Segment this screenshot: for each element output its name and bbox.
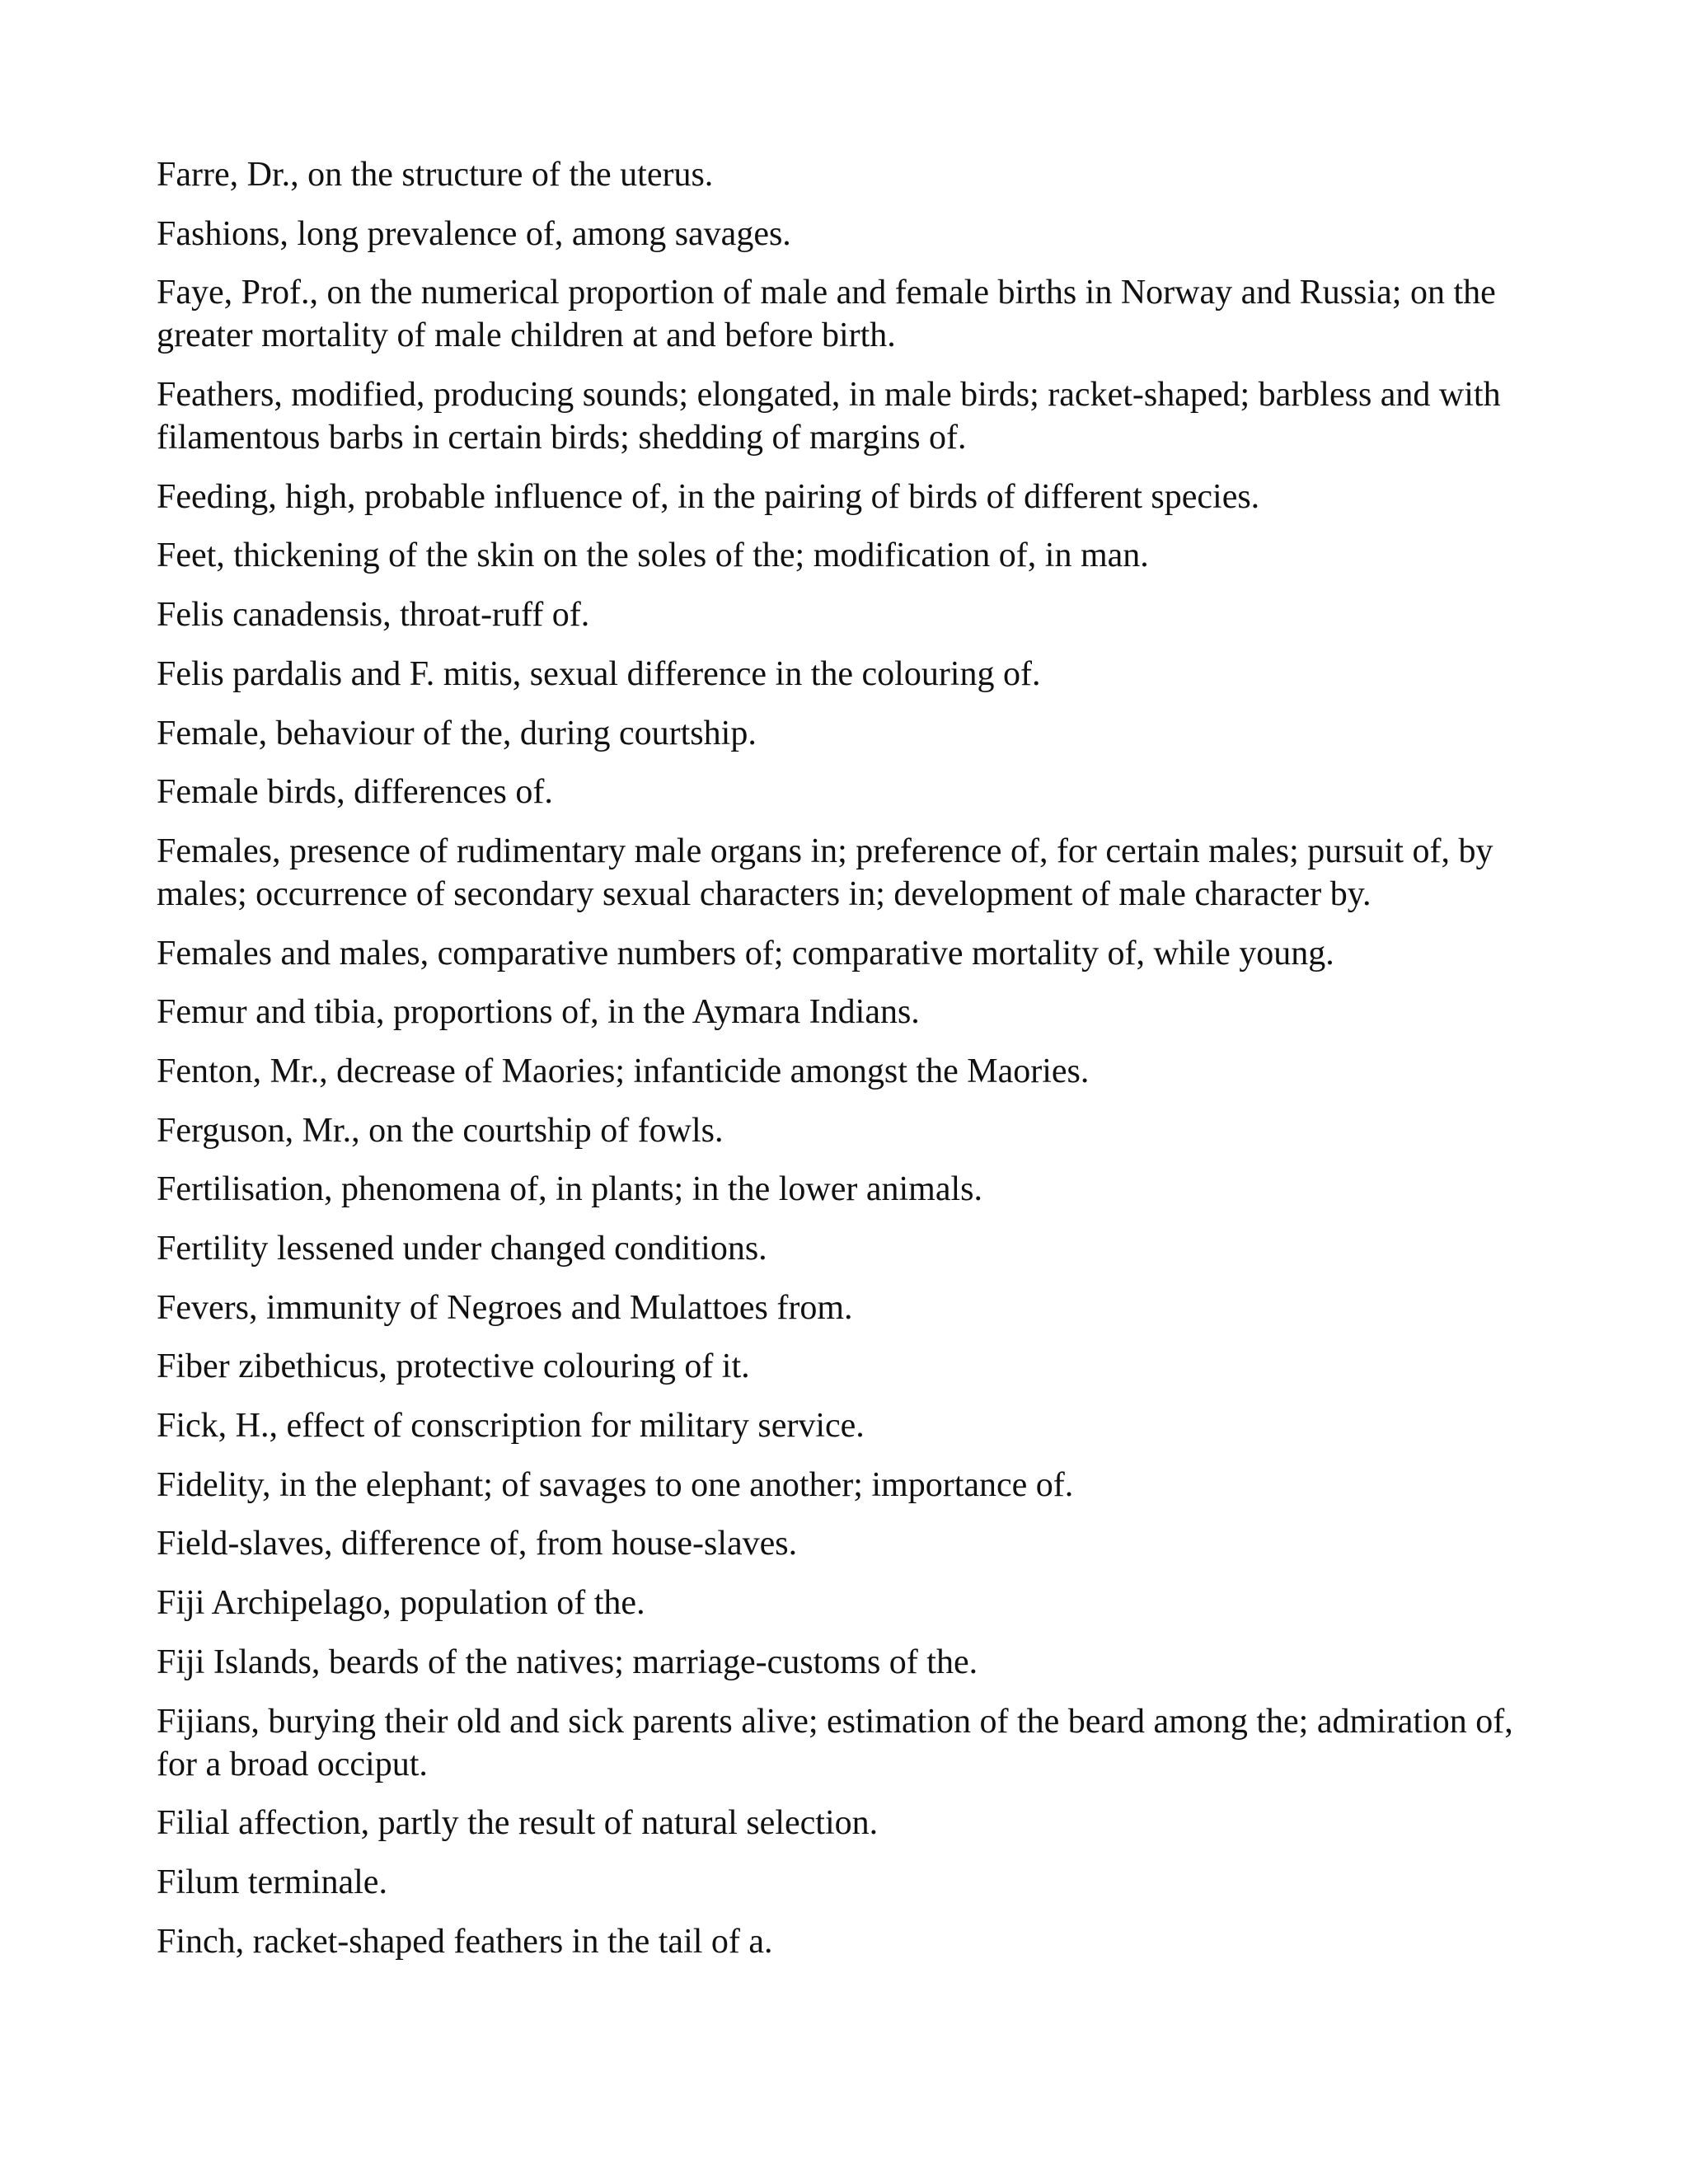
index-entry-filial-affection: Filial affection, partly the result of natural selection. [157, 1804, 879, 1843]
index-page [157, 153, 1541, 1979]
index-entry-female-birds: Female birds, differences of. [157, 773, 553, 812]
index-entry-female: Female, behaviour of the, during courtship. [157, 714, 757, 752]
index-entry-fenton: Fenton, Mr., decrease of Maories; infanticide amongst the Maories. [157, 1052, 1090, 1090]
index-entry-fick: Fick, H., effect of conscription for military service. [157, 1407, 865, 1446]
index-entry-fertility: Fertility lessened under changed conditions. [157, 1230, 767, 1268]
index-entry-farre: Farre, Dr., on the structure of the uterus. [157, 156, 714, 194]
index-entry-feathers: Feathers, modified, producing sounds; elongated, in male birds; racket-shaped; barbless and with filamentous barbs in certain birds; shedding of margins of. [157, 376, 1501, 457]
index-entry-feet: Feet, thickening of the skin on the soles of the; modification of, in man. [157, 537, 1149, 575]
index-entry-faye: Faye, Prof., on the numerical proportion of male and female births in Norway and Russia; on the greater mortality of male children at and before birth. [157, 274, 1496, 355]
index-entry-feeding: Feeding, high, probable influence of, in the pairing of birds of different species. [157, 477, 1260, 516]
index-entry-field-slaves: Field-slaves, difference of, from house-slaves. [157, 1525, 798, 1563]
index-entry-fashions: Fashions, long prevalence of, among savages. [157, 214, 791, 253]
index-entry-felis-pardalis: Felis pardalis and F. mitis, sexual difference in the colouring of. [157, 654, 1041, 693]
index-entry-fiber: Fiber zibethicus, protective colouring of it. [157, 1347, 750, 1386]
index-entry-femur: Femur and tibia, proportions of, in the Aymara Indians. [157, 993, 920, 1032]
index-entry-felis-canadensis: Felis canadensis, throat-ruff of. [157, 596, 590, 635]
index-entry-filum-terminale: Filum terminale. [157, 1863, 387, 1901]
index-entry-females: Females, presence of rudimentary male organs in; preference of, for certain males; pursuit of, by males; occurrence of secondary sexual characters in; development of male character by. [157, 832, 1493, 913]
index-entry-ferguson: Ferguson, Mr., on the courtship of fowls. [157, 1111, 724, 1150]
index-entry-fiji-islands: Fiji Islands, beards of the natives; marriage-customs of the. [157, 1643, 978, 1681]
index-entry-fijians: Fijians, burying their old and sick parents alive; estimation of the beard among the; admiration of, for a broad occiput. [157, 1702, 1513, 1783]
index-entry-fidelity: Fidelity, in the elephant; of savages to one another; importance of. [157, 1465, 1074, 1504]
index-entry-finch: Finch, racket-shaped feathers in the tail of a. [157, 1922, 773, 1961]
index-entry-fiji-archipelago: Fiji Archipelago, population of the. [157, 1584, 645, 1623]
index-entry-females-and-males: Females and males, comparative numbers of; comparative mortality of, while young. [157, 934, 1334, 972]
index-entry-fertilisation: Fertilisation, phenomena of, in plants; in the lower animals. [157, 1170, 982, 1209]
index-entry-fevers: Fevers, immunity of Negroes and Mulattoes from. [157, 1288, 853, 1327]
